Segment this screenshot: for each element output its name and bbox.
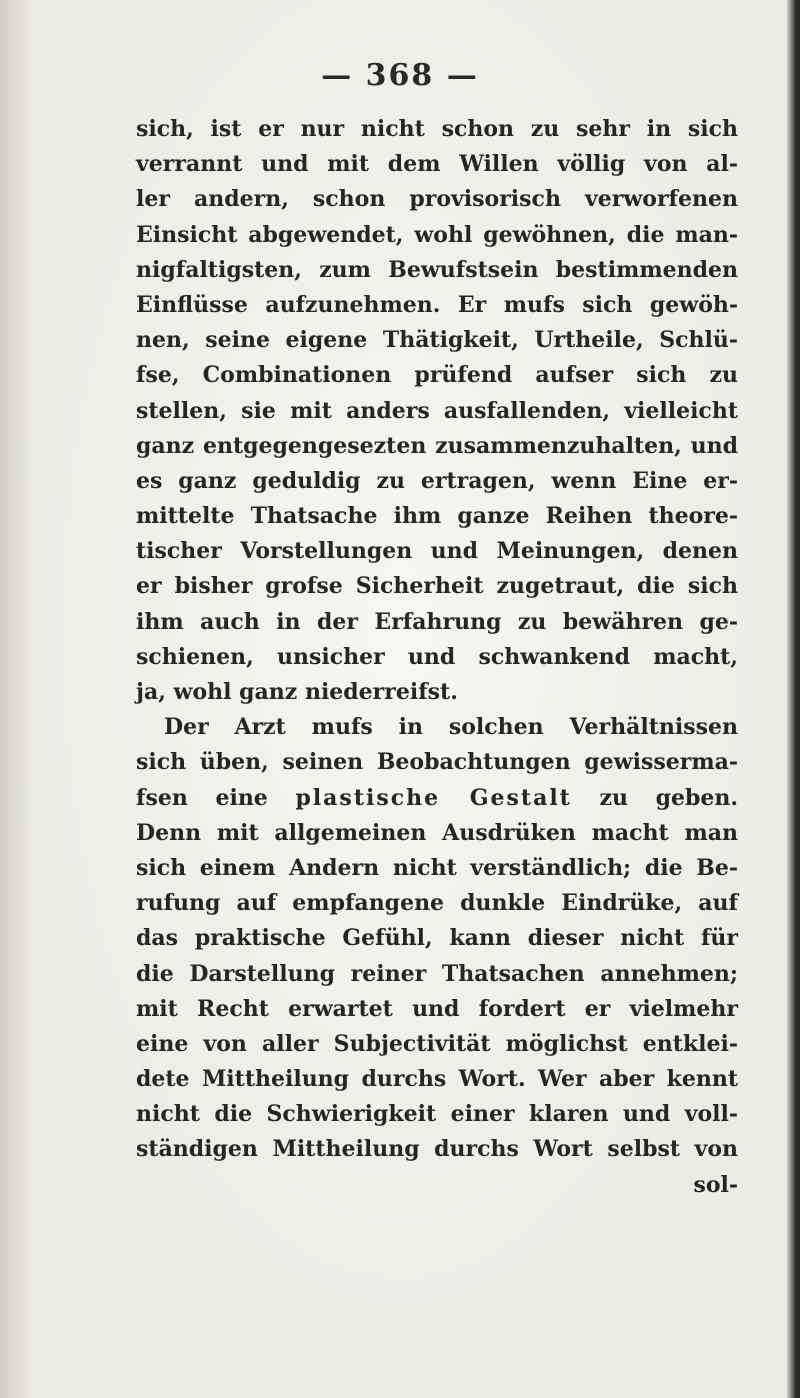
text-line: nigfaltigsten, zum Bewufstsein bestimmenden <box>136 256 738 283</box>
text-line: tischer Vorstellungen und Meinungen, denen <box>136 538 738 565</box>
text-fragment: zu geben. <box>571 784 738 811</box>
text-line: mittelte Thatsache ihm ganze Reihen theore- <box>136 503 738 530</box>
text-line-paragraph-start: Der Arzt mufs in solchen Verhältnissen <box>164 714 738 741</box>
text-line: die Darstellung reiner Thatsachen annehmen; <box>136 960 738 987</box>
text-line: nen, seine eigene Thätigkeit, Urtheile, Schlü- <box>136 327 738 354</box>
text-line: es ganz geduldig zu ertragen, wenn Eine er- <box>136 467 738 494</box>
text-line: stellen, sie mit anders ausfallenden, vielleicht <box>136 397 738 424</box>
text-line: ihm auch in der Erfahrung zu bewähren ge- <box>136 608 738 635</box>
text-line: eine von aller Subjectivität möglichst entklei- <box>136 1030 738 1057</box>
text-line: nicht die Schwierigkeit einer klaren und voll- <box>136 1101 738 1128</box>
text-line: mit Recht erwartet und fordert er vielmehr <box>136 995 738 1022</box>
body-text <box>136 112 738 1203</box>
text-line: schienen, unsicher und schwankend macht, <box>136 643 738 670</box>
text-line: ständigen Mittheilung durchs Wort selbst von <box>136 1136 738 1163</box>
page-gutter-shadow <box>0 0 34 1398</box>
text-line: Einflüsse aufzunehmen. Er mufs sich gewöh- <box>136 291 738 318</box>
text-line: verrannt und mit dem Willen völlig von al- <box>136 151 738 178</box>
text-line: dete Mittheilung durchs Wort. Wer aber kennt <box>136 1066 738 1093</box>
text-line: das praktische Gefühl, kann dieser nicht für <box>136 925 738 952</box>
catchword: sol- <box>693 1171 738 1198</box>
text-line: sich, ist er nur nicht schon zu sehr in sich <box>136 116 738 142</box>
text-line: ganz entgegengesezten zusammenzuhalten, und <box>136 432 738 459</box>
text-line: er bisher grofse Sicherheit zugetraut, die sich <box>136 573 738 600</box>
page-edge-shadow <box>786 0 800 1398</box>
spaced-emphasis: plastische Gestalt <box>295 784 572 811</box>
text-line-with-spaced-emphasis <box>136 781 738 816</box>
text-line: fse, Combinationen prüfend aufser sich zu <box>136 362 738 389</box>
text-line: Denn mit allgemeinen Ausdrüken macht man <box>136 819 738 846</box>
text-line: ler andern, schon provisorisch verworfenen <box>136 186 738 213</box>
text-fragment: fsen eine <box>136 784 296 811</box>
page-number: — 368 — <box>321 58 479 93</box>
text-line: sich einem Andern nicht verständlich; die Be- <box>136 854 738 881</box>
text-line: Einsicht abgewendet, wohl gewöhnen, die man- <box>136 221 738 248</box>
text-line: rufung auf empfangene dunkle Eindrüke, auf <box>136 890 738 917</box>
text-line-paragraph-end: ja, wohl ganz niederreifst. <box>136 679 458 705</box>
text-line: sich üben, seinen Beobachtungen gewisserma- <box>136 749 738 776</box>
